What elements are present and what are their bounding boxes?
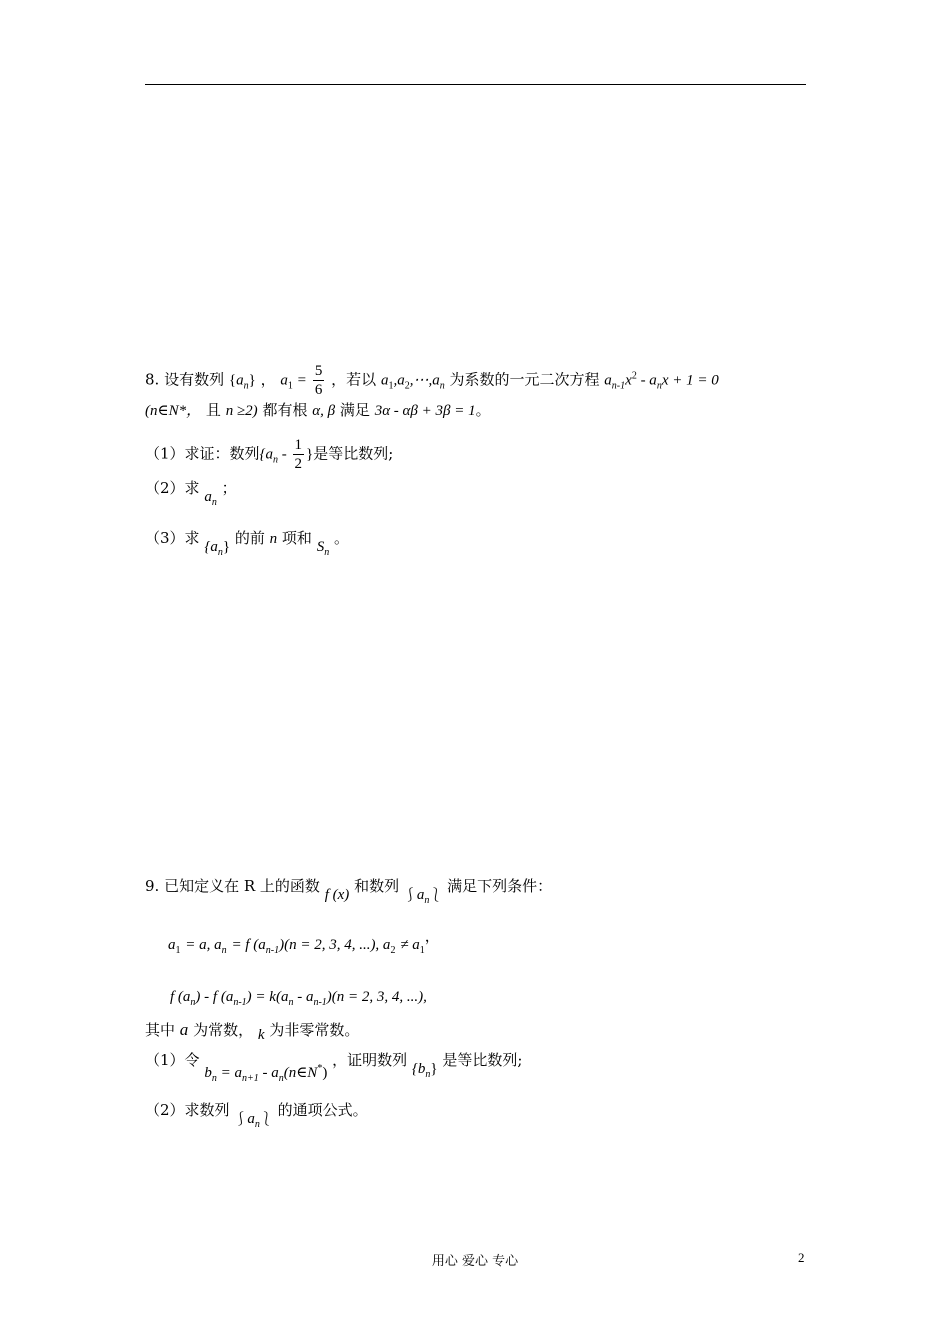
- problem8-q2: [145, 478, 237, 508]
- p9-l6-c: 的通项公式。: [277, 1101, 368, 1119]
- p8-eqn-subn: n: [656, 380, 662, 392]
- p8-l2-e: α, β: [312, 403, 336, 419]
- p8-coeff-rest: ,⋯,a: [409, 372, 440, 389]
- p9-l4-b: a: [179, 1020, 189, 1039]
- problem8-q3: [145, 528, 349, 558]
- p8-comma: ，: [260, 370, 276, 389]
- p8-fraction: [313, 362, 325, 399]
- problem8-q1: [145, 436, 393, 473]
- p8-l2-f: 满足: [339, 401, 370, 419]
- p8-q3-e: n: [269, 531, 278, 547]
- p8-q3-b: {a: [204, 539, 218, 555]
- p8-q1-den: 2: [294, 456, 303, 472]
- p8-q1-subn: n: [273, 454, 279, 466]
- p8-eqn-x: x: [625, 372, 632, 389]
- p9-l3-b: ) - f (a: [195, 989, 234, 1005]
- p9-l2-e: ≠ a: [400, 937, 420, 953]
- p9-l4-d: k: [257, 1027, 265, 1043]
- p8-eqn-sub: n-1: [611, 380, 626, 392]
- p9-l1-b: 和数列: [354, 877, 400, 895]
- p9-l2-a: a: [168, 937, 176, 953]
- p8-l2-a: (n∈N*，: [145, 403, 202, 419]
- p8-q3-c: }: [222, 539, 231, 555]
- p8-coeff-a: a: [380, 372, 389, 389]
- page-number: 2: [798, 1250, 805, 1265]
- p8-q3-h: 。: [333, 529, 349, 547]
- p9-l5-a: （1）令: [145, 1051, 200, 1069]
- p9-l3-a: f (a: [170, 989, 191, 1005]
- p8-eqn-a: a: [604, 372, 612, 389]
- p8-frac-num: 5: [314, 363, 323, 379]
- problem8-line2: [145, 400, 491, 421]
- p8-eqn-c: - a: [636, 372, 657, 389]
- p8-q1-d: }: [306, 446, 314, 463]
- p8-coeff-sub1: 1: [388, 380, 394, 392]
- p8-intro: 8. 设有数列: [145, 370, 225, 389]
- p8-q1-num: 1: [294, 437, 303, 453]
- p8-frac-den: 6: [314, 382, 323, 398]
- p8-coeff-subn: n: [439, 380, 445, 392]
- p9-l2-c: = f (a: [231, 937, 266, 953]
- footer-text: 用心 爱心 专心: [431, 1254, 519, 1269]
- p9-l5-b: b: [204, 1065, 212, 1081]
- p8-seq: a: [236, 372, 244, 389]
- problem9-line3: f $(a_n)$ - f $(a_{n-1}) = k(a_n - a_{n-1})(n = 2$, 3, 4, ...),: [170, 989, 427, 1008]
- p8-q1-a: （1）求证：数列: [145, 444, 260, 463]
- p8-intro-c: 为系数的一元二次方程: [449, 370, 600, 389]
- p9-l6-a: （2）求数列: [145, 1101, 230, 1119]
- p8-seq-sub: n: [243, 380, 249, 392]
- p8-q1-e: 是等比数列;: [313, 444, 394, 463]
- p9-l3-e: )(n = 2, 3, 4, ...),: [326, 989, 427, 1005]
- header-rule: [145, 84, 806, 85]
- p9-l5-j: 是等比数列;: [442, 1051, 523, 1069]
- p8-l2-c: n ≥2): [225, 403, 258, 419]
- p9-l2-f: ，: [424, 927, 440, 945]
- problem8-line1: 8. 设有数列 $\{a_n\}$ ， $a_1$ = $\frac{5}{6}$ ，若以 $a_1,a_2,\cdots,a_n$ 为系数的一元二次方程 $a_{n-1}x^2 - a_nx + 1 = 0$: [145, 363, 719, 398]
- p8-q1-c: -: [278, 446, 291, 463]
- p8-l2-b: 且: [205, 401, 221, 419]
- p8-q1-b: {a: [259, 446, 274, 463]
- problem9-line6: （2）求数列 $⎰a_n⎱$ 的通项公式。: [145, 1101, 368, 1130]
- p8-q3-d: 的前: [234, 529, 265, 547]
- p8-q2-b: a: [204, 489, 212, 505]
- p8-l2-g: 3α - αβ + 3β = 1: [374, 403, 476, 419]
- p8-eq: =: [297, 372, 307, 389]
- problem9-line5: （1）令 $b_n = a_{n+1}$ - $a_n(n\in N^*)$ ，证明数列 $\{b_n\}$ 是等比数列;: [145, 1051, 523, 1084]
- p9-l2-d: )(n = 2, 3, 4, ...), a: [279, 937, 391, 953]
- p9-l4-e: 为非零常数。: [269, 1021, 360, 1039]
- p8-q3-subn: n: [217, 547, 223, 558]
- problem9-line2: $a_1 = a$, $a_n = f$ $(a_{n-1})(n = 2$, 3, 4, ...), $a_2 \ne a_1$，: [168, 927, 440, 956]
- p9-l5-c: = a: [216, 1065, 242, 1081]
- p9-l1-f: f (x): [324, 887, 350, 903]
- p9-l6-b: a: [247, 1111, 255, 1127]
- p9-l3-d: - a: [293, 989, 314, 1005]
- p9-l5-f: ): [322, 1065, 328, 1081]
- problem9-line1: 9. 已知定义在 R 上的函数 f (x) 和数列 $⎰a_n⎱$ 满足下列条件：: [145, 877, 553, 906]
- p8-q3-f: 项和: [281, 529, 312, 547]
- p9-l3-c: ) = k(a: [246, 989, 289, 1005]
- p8-l2-d: 都有根: [262, 401, 308, 419]
- p8-eqn-sup: 2: [631, 370, 637, 382]
- p9-l1-a: 9. 已知定义在 R 上的函数: [145, 877, 320, 895]
- p8-q2-a: （2）求: [145, 479, 200, 497]
- p8-q2-c: ；: [221, 479, 237, 497]
- p9-l4-a: 其中: [145, 1021, 176, 1039]
- p8-q3-subn2: n: [324, 547, 330, 558]
- p9-l5-h: {b: [411, 1061, 426, 1077]
- p8-q3-g: S: [316, 539, 325, 555]
- p8-l2-h: 。: [475, 401, 491, 419]
- p9-l1-subn: n: [424, 895, 430, 906]
- p8-eqn-d: x + 1 = 0: [661, 372, 719, 389]
- problem9-line4: [145, 1020, 359, 1041]
- p9-l5-i: }: [430, 1061, 438, 1077]
- p9-l5-d: - a: [258, 1065, 279, 1081]
- p9-l1-c: 满足下列条件：: [447, 877, 553, 895]
- p9-l2-b: = a, a: [185, 937, 222, 953]
- p9-l5-e: (n∈N: [283, 1065, 318, 1081]
- p8-coeff-mid: ,a: [393, 372, 405, 389]
- p8-q3-a: （3）求: [145, 529, 200, 547]
- p8-q1-fraction: [293, 436, 305, 473]
- p8-intro-b: ，若以: [331, 370, 377, 389]
- p9-l1-seq: a: [416, 887, 425, 903]
- p8-coeff-sub2: 2: [404, 380, 410, 392]
- p8-a1-sub: 1: [287, 380, 293, 392]
- p8-a1: a: [280, 372, 288, 389]
- p9-l4-c: 为常数，: [193, 1021, 254, 1039]
- p9-l5-g: ，证明数列: [332, 1051, 408, 1069]
- p8-q2-subn: n: [211, 497, 217, 508]
